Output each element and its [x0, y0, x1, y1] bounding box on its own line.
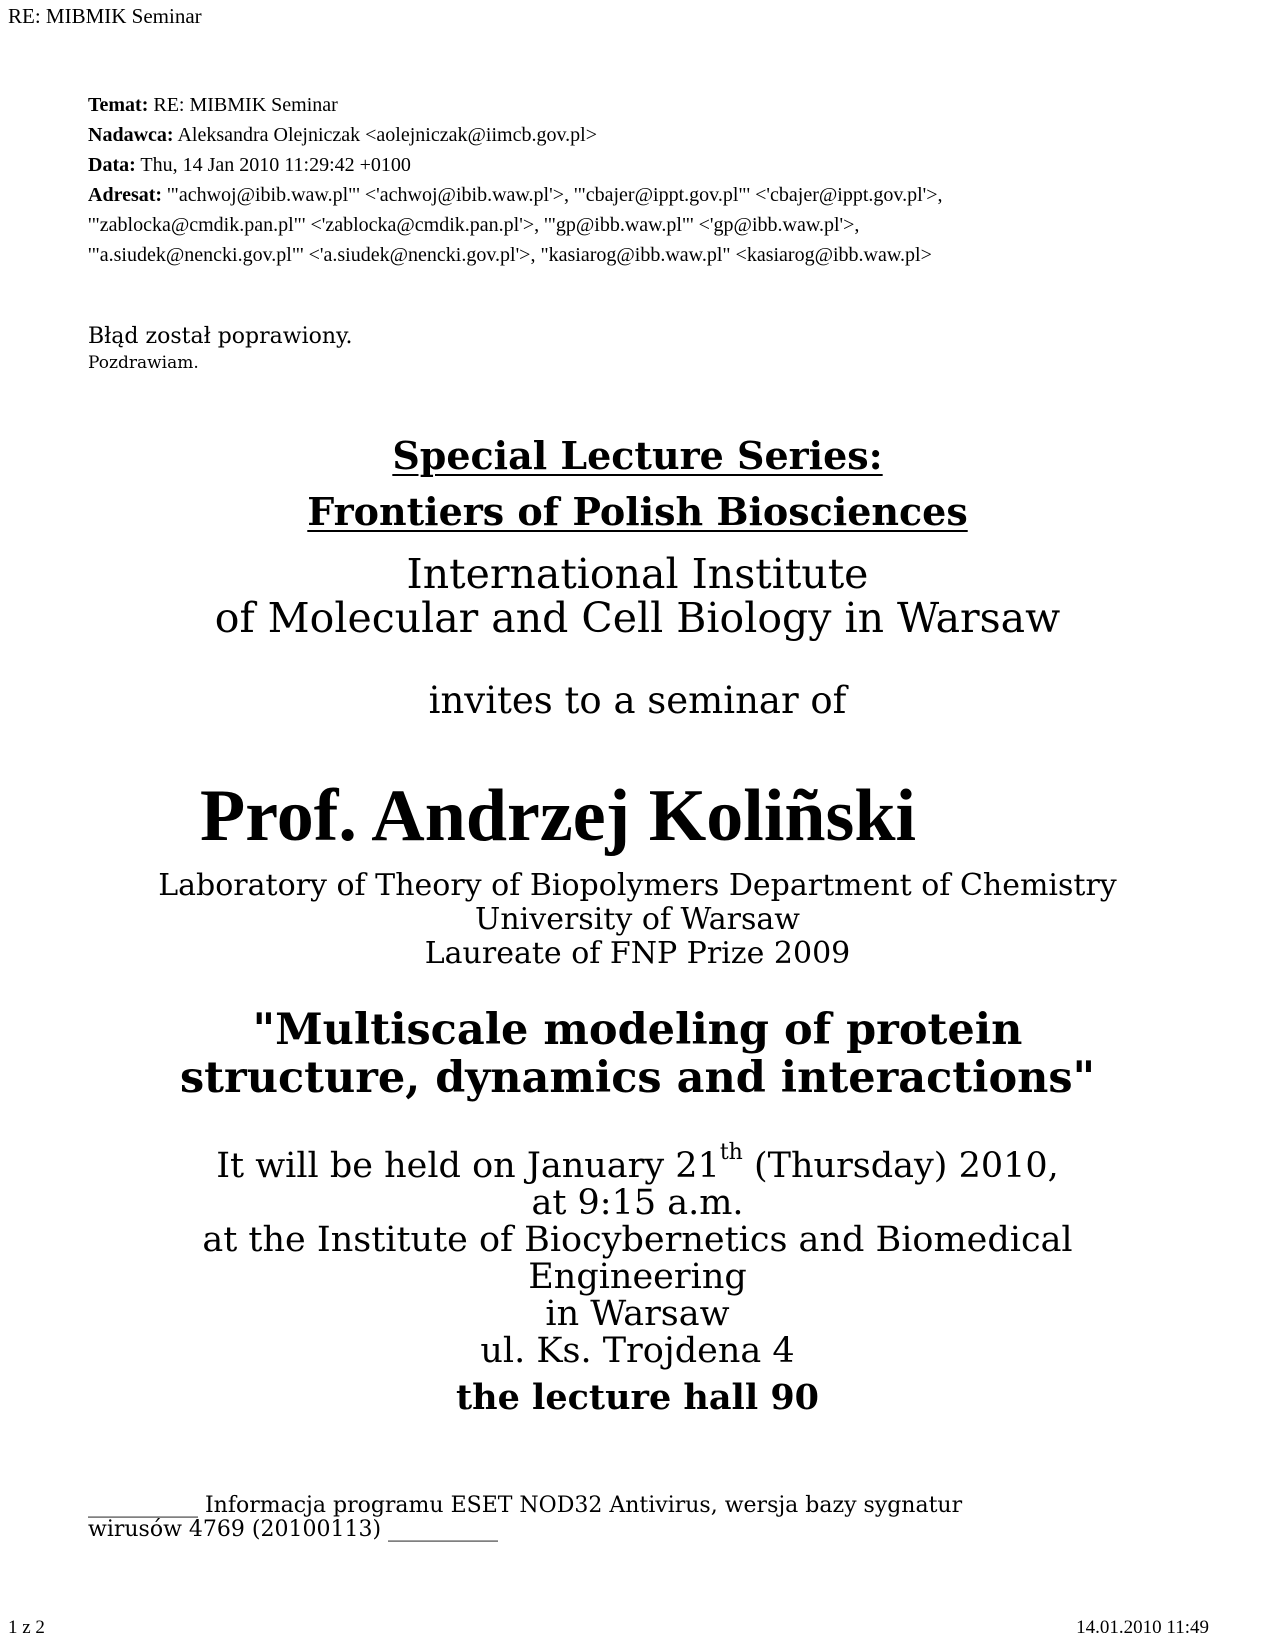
institute-line: International Institute	[406, 550, 869, 598]
event-date-prefix: It will be held on January 21	[216, 1146, 720, 1186]
subject-value: RE: MIBMIK Seminar	[153, 94, 338, 116]
speaker-affiliation	[0, 869, 1275, 971]
lecture-hall: the lecture hall 90	[455, 1377, 820, 1418]
fix-note: Błąd został poprawiony.	[88, 324, 353, 349]
subject-row	[88, 90, 1208, 120]
affiliation-line: Laureate of FNP Prize 2009	[424, 936, 851, 971]
event-time: at 9:15 a.m.	[531, 1183, 744, 1223]
sender-value[interactable]: Aleksandra Olejniczak <aolejniczak@iimcb.gov.pl>	[177, 124, 597, 146]
series-subtitle: Frontiers of Polish Biosciences	[307, 489, 968, 534]
event-date-suffix: (Thursday) 2010,	[742, 1146, 1059, 1186]
recipients-row	[88, 180, 1208, 270]
venue-street: ul. Ks. Trojdena 4	[480, 1331, 795, 1371]
series-title: Special Lecture Series:	[392, 433, 883, 478]
talk-title-line: "Multiscale modeling of protein	[252, 1005, 1023, 1055]
venue-line: in Warsaw	[545, 1294, 730, 1334]
venue-line: at the Institute of Biocybernetics and Biomedical	[202, 1220, 1073, 1260]
event-date-ordinal: th	[719, 1140, 743, 1165]
invite-text: invites to a seminar of	[428, 679, 847, 722]
antivirus-notice	[88, 1494, 1088, 1542]
recipients-line[interactable]: '"a.siudek@nencki.gov.pl"' <'a.siudek@nencki.gov.pl'>, "kasiarog@ibb.waw.pl" <kasiarog@ibb.waw.pl>	[88, 244, 932, 266]
recipients-label: Adresat:	[88, 184, 163, 206]
event-date	[0, 1140, 1275, 1186]
window-title: RE: MIBMIK Seminar	[8, 4, 202, 28]
date-value: Thu, 14 Jan 2010 11:29:42 +0100	[140, 154, 411, 176]
antivirus-line: __________ Informacja programu ESET NOD32 Antivirus, wersja bazy sygnatur	[88, 1493, 963, 1518]
print-timestamp: 14.01.2010 11:49	[1076, 1617, 1209, 1638]
recipients-line[interactable]: '"zablocka@cmdik.pan.pl"' <'zablocka@cmdik.pan.pl'>, '"gp@ibb.waw.pl"' <'gp@ibb.waw.pl'>,	[88, 214, 860, 236]
recipients-line[interactable]: '"achwoj@ibib.waw.pl"' <'achwoj@ibib.waw.pl'>, '"cbajer@ippt.gov.pl"' <'cbajer@ippt.gov.pl'>,	[167, 184, 943, 206]
date-row	[88, 150, 1208, 180]
antivirus-line: wirusów 4769 (20100113) __________	[88, 1517, 499, 1542]
subject-label: Temat:	[88, 94, 149, 116]
talk-title-line: structure, dynamics and interactions"	[179, 1053, 1096, 1103]
affiliation-line: University of Warsaw	[475, 902, 800, 937]
sender-label: Nadawca:	[88, 124, 174, 146]
date-label: Data:	[88, 154, 136, 176]
institute-line: of Molecular and Cell Biology in Warsaw	[214, 594, 1061, 642]
talk-title	[0, 1006, 1275, 1102]
series-heading	[0, 428, 1275, 540]
sender-row	[88, 120, 1208, 150]
speaker-name: Prof. Andrzej Koliñski	[200, 775, 917, 857]
affiliation-line: Laboratory of Theory of Biopolymers Department of Chemistry	[158, 868, 1117, 903]
venue-line: Engineering	[528, 1257, 747, 1297]
institute-name	[0, 552, 1275, 640]
email-headers	[88, 90, 1208, 270]
event-details	[0, 1140, 1275, 1371]
greeting: Pozdrawiam.	[88, 353, 199, 373]
page-number: 1 z 2	[8, 1617, 45, 1638]
